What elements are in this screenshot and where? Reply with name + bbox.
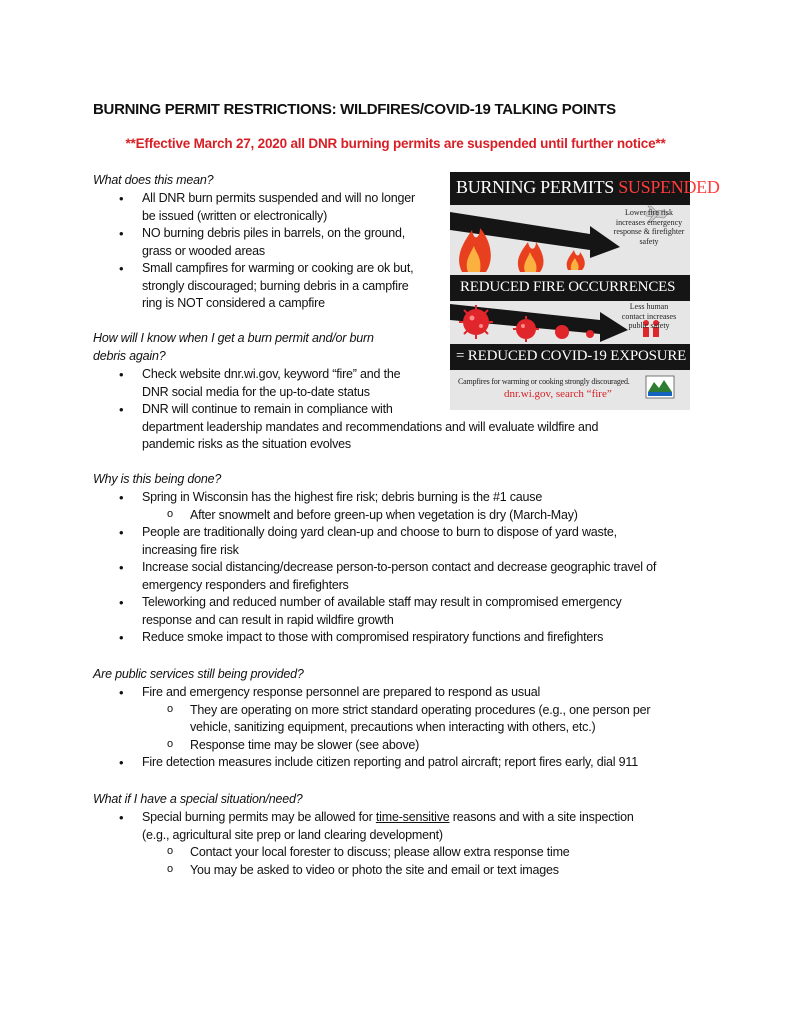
list-item [115,684,735,754]
side-note-1-line: Lower fire risk [625,208,673,217]
line: vehicle, sanitizing equipment, precautions when interacting with others, etc.) [190,720,596,734]
line: • Spring in Wisconsin has the highest fire risk; debris burning is the #1 cause [142,490,543,504]
text-segment: Special burning permits may be allowed for [142,810,376,824]
sub-list [142,844,735,879]
question-public-services: Are public services still being provided? [93,667,304,681]
question-special-situation: What if I have a special situation/need? [93,792,303,806]
line: pandemic risks as the situation evolves [142,437,351,451]
list-item [115,524,735,559]
section-2-list [115,366,715,454]
line: ring is NOT considered a campfire [142,296,325,310]
list-item [115,489,735,524]
list-item [115,809,735,879]
sub-list-item: o Contact your local forester to discuss; please allow extra response time [142,844,735,862]
line: strongly discouraged; burning debris in a campfire [142,278,409,293]
infographic-heading-b: SUSPENDED [618,177,720,197]
list-item [115,594,735,629]
list-item: • Reduce smoke impact to those with compromised respiratory functions and firefighters [115,629,735,647]
question-line: debris again? [93,348,166,363]
sub-list [142,507,735,525]
side-note-1 [610,208,688,246]
list-item [115,190,455,225]
side-note-1-line: response & firefighter [613,227,685,236]
side-note-2 [610,302,688,331]
sub-list [142,702,735,755]
side-note-1-line: increases emergency [615,217,683,227]
line: be issued (written or electronically) [142,208,328,223]
side-note-2-line: public safety [628,321,670,330]
line: response and can result in rapid wildfire growth [142,612,394,627]
list-item: • Fire detection measures include citizen reporting and patrol aircraft; report fires early, dial 911 [115,754,735,772]
side-note-1-line: safety [639,236,659,246]
page-title: BURNING PERMIT RESTRICTIONS: WILDFIRES/COVID-19 TALKING POINTS [93,101,616,118]
line: increasing fire risk [142,542,239,557]
sub-list-item: o Response time may be slower (see above) [142,737,735,755]
sub-list-item: o After snowmelt and before green-up when vegetation is dry (March-May) [142,507,735,525]
list-item [115,225,455,260]
line: • NO burning debris piles in barrels, on the ground, [142,226,406,240]
section-3-list [115,489,735,647]
suspension-notice: **Effective March 27, 2020 all DNR burning permits are suspended until further notice** [125,136,666,151]
section-4-list [115,684,735,772]
question-why-done: Why is this being done? [93,472,222,486]
line: emergency responders and firefighters [142,577,349,592]
text-segment: reasons and with a site inspection [449,810,634,824]
question-line: How will I know when I get a burn permit and/or burn [93,331,374,345]
line: • Fire and emergency response personnel are prepared to respond as usual [142,685,541,699]
list-item [115,559,735,594]
line: DNR social media for the up-to-date status [142,384,370,399]
underlined-text: time-sensitive [375,810,450,824]
sub-list-item [142,702,735,737]
question-burn-permit [93,330,374,365]
line: • Small campfires for warming or cooking are ok but, [142,261,414,275]
list-item [115,366,715,401]
line: • Increase social distancing/decrease person-to-person contact and decrease geographic travel of [142,560,657,574]
band-2-text: = REDUCED COVID-19 EXPOSURE [456,348,687,364]
side-note-2-line: contact increases [621,311,677,321]
list-item [115,401,715,454]
side-note-2-line: Less human [629,302,669,311]
line: • Check website dnr.wi.gov, keyword “fire” and the [142,367,401,381]
line: • People are traditionally doing yard clean-up and choose to burn to dispose of yard waste, [142,525,617,539]
line: o They are operating on more strict standard operating procedures (e.g., one person per [190,702,651,717]
line: grass or wooded areas [142,243,265,258]
infographic-footer-1: Campfires for warming or cooking strongly discouraged. [458,377,630,386]
section-1-list [115,190,455,313]
list-item [115,260,455,313]
band-1-text: REDUCED FIRE OCCURRENCES [460,279,676,295]
infographic-footer-2: dnr.wi.gov, search “fire” [504,388,612,400]
line [142,809,735,827]
line: • All DNR burn permits suspended and will no longer [142,191,415,205]
section-5-list [115,809,735,879]
line: • Teleworking and reduced number of available staff may result in compromised emergency [142,595,622,609]
sub-list-item: o You may be asked to video or photo the site and email or text images [142,862,735,880]
infographic-heading-a: BURNING PERMITS [456,177,619,197]
question-what-does-this-mean: What does this mean? [93,173,214,187]
line: department leadership mandates and recommendations and will evaluate wildfire and [142,419,599,434]
line: • DNR will continue to remain in compliance with [142,402,393,416]
line: (e.g., agricultural site prep or land clearing development) [142,827,443,842]
